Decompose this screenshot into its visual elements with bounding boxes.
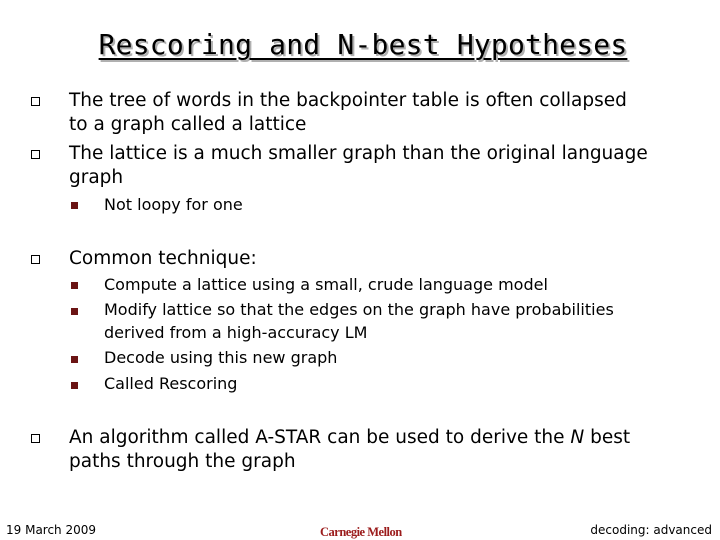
- carnegie-mellon-logo: Carnegie Mellon: [320, 525, 402, 539]
- footer-course: decoding: advanced: [590, 523, 712, 537]
- hollow-square-bullet-icon: [31, 255, 40, 264]
- bullet-4-text-pre: An algorithm called A-STAR can be used to derive the: [69, 427, 571, 448]
- bullet-4-line-2: paths through the graph: [69, 451, 296, 472]
- sub-bullet-not-loopy: Not loopy for one: [104, 195, 243, 214]
- hollow-square-bullet-icon: [31, 434, 40, 443]
- filled-square-bullet-icon: [71, 356, 78, 363]
- filled-square-bullet-icon: [71, 308, 78, 315]
- slide-title: Rescoring and N-best Hypotheses: [98, 28, 628, 61]
- sub-bullet-decode: Decode using this new graph: [104, 348, 338, 367]
- sub-bullet-rescoring: Called Rescoring: [104, 374, 238, 393]
- bullet-4-line-1: [69, 425, 709, 451]
- hollow-square-bullet-icon: [31, 150, 40, 159]
- bullet-1-line-2: to a graph called a lattice: [69, 114, 307, 135]
- footer-date: 19 March 2009: [6, 523, 97, 537]
- bullet-2-line-1: The lattice is a much smaller graph than the original language: [69, 143, 648, 164]
- sub-bullet-compute-lattice: Compute a lattice using a small, crude language model: [104, 275, 548, 294]
- filled-square-bullet-icon: [71, 282, 78, 289]
- bullet-2-line-2: graph: [69, 167, 124, 188]
- sub-bullet-modify-lattice-line-2: derived from a high-accuracy LM: [104, 323, 368, 342]
- hollow-square-bullet-icon: [31, 97, 40, 106]
- filled-square-bullet-icon: [71, 202, 78, 209]
- filled-square-bullet-icon: [71, 382, 78, 389]
- bullet-4-text-post: best: [584, 427, 631, 448]
- sub-bullet-modify-lattice-line-1: Modify lattice so that the edges on the graph have probabilities: [104, 300, 614, 319]
- bullet-4-text-n: N: [570, 427, 585, 448]
- bullet-1-line-1: The tree of words in the backpointer table is often collapsed: [69, 90, 627, 111]
- bullet-3-line-1: Common technique:: [69, 248, 257, 269]
